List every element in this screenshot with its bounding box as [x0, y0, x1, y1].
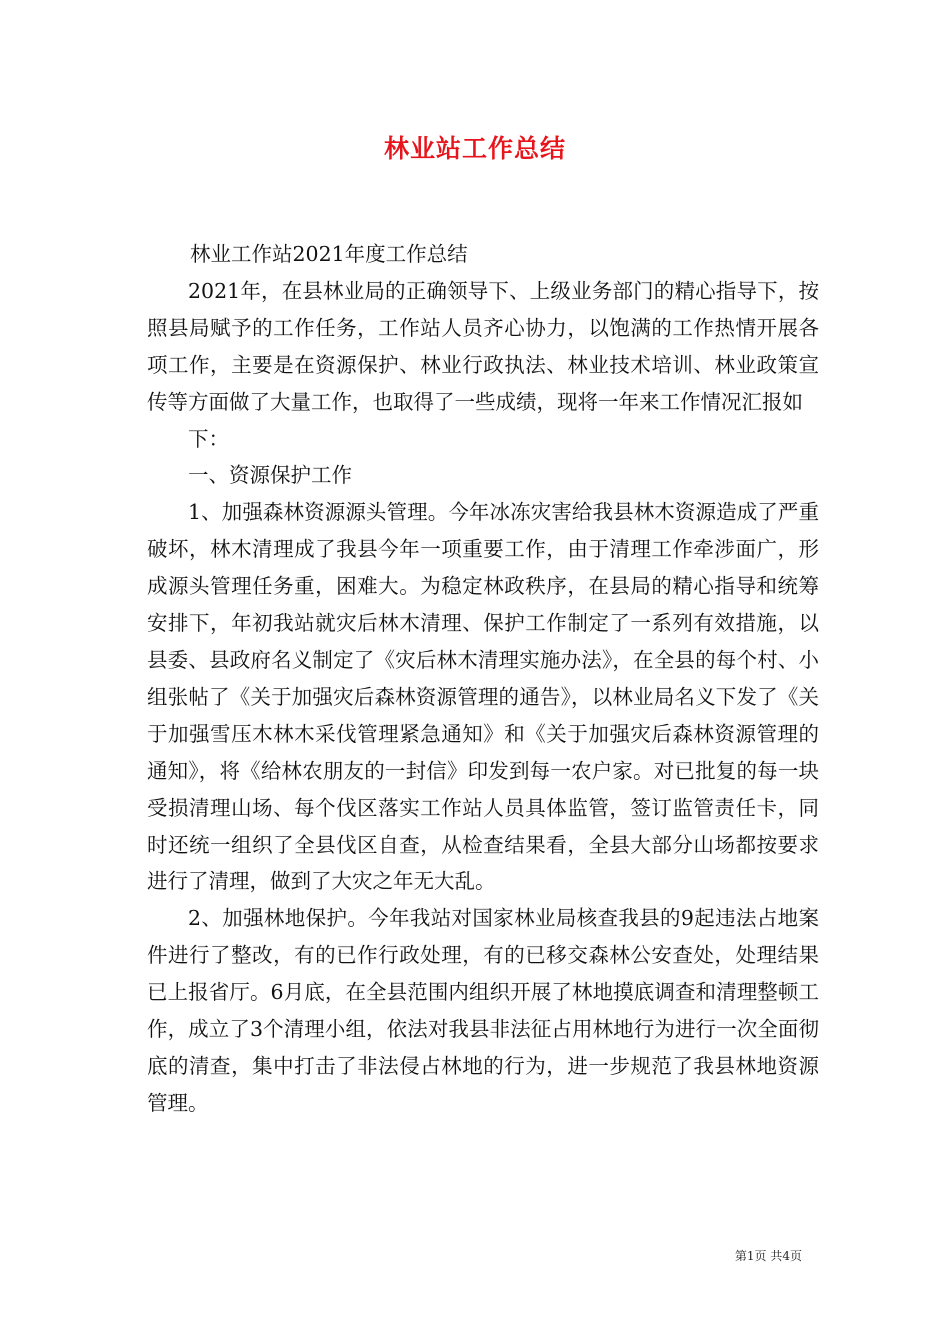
document-body: [147, 236, 819, 1122]
paragraph-continuation: 下：: [188, 426, 229, 451]
paragraph-item-2: 2、加强林地保护。今年我站对国家林业局核查我县的9起违法占地案件进行了整改，有的已作行政处理，有的已移交森林公安查处，处理结果已上报省厅。6月底，在全县范围内组织开展了林地摸底调查和清理整顿工作，成立了3个清理小组，依法对我县非法征占用林地行为进行一次全面彻底的清查，集中打击了非法侵占林地的行为，进一步规范了我县林地资源管理。: [147, 906, 819, 1115]
document-subtitle: 林业工作站2021年度工作总结: [190, 242, 468, 266]
paragraph-intro: 2021年，在县林业局的正确领导下、上级业务部门的精心指导下，按照县局赋予的工作任务，工作站人员齐心协力，以饱满的工作热情开展各项工作，主要是在资源保护、林业行政执法、林业技术培训、林业政策宣传等方面做了大量工作，也取得了一些成绩，现将一年来工作情况汇报如: [147, 278, 819, 414]
paragraph-item-1: 1、加强森林资源源头管理。今年冰冻灾害给我县林木资源造成了严重破坏，林木清理成了我县今年一项重要工作，由于清理工作牵涉面广，形成源头管理任务重，困难大。为稳定林政秩序，在县局的精心指导和统筹安排下，年初我站就灾后林木清理、保护工作制定了一系列有效措施，以县委、县政府名义制定了《灾后林木清理实施办法》，在全县的每个村、小组张帖了《关于加强灾后森林资源管理的通告》，以林业局名义下发了《关于加强雪压木林木采伐管理紧急通知》和《关于加强灾后森林资源管理的通知》，将《给林农朋友的一封信》印发到每一农户家。对已批复的每一块受损清理山场、每个伐区落实工作站人员具体监管，签订监管责任卡，同时还统一组织了全县伐区自查，从检查结果看，全县大部分山场都按要求进行了清理，做到了大灾之年无大乱。: [147, 500, 819, 894]
page-number: 第1页 共4页: [734, 1249, 802, 1263]
document-title: 林业站工作总结: [383, 134, 566, 163]
section-heading: 一、资源保护工作: [188, 463, 352, 488]
